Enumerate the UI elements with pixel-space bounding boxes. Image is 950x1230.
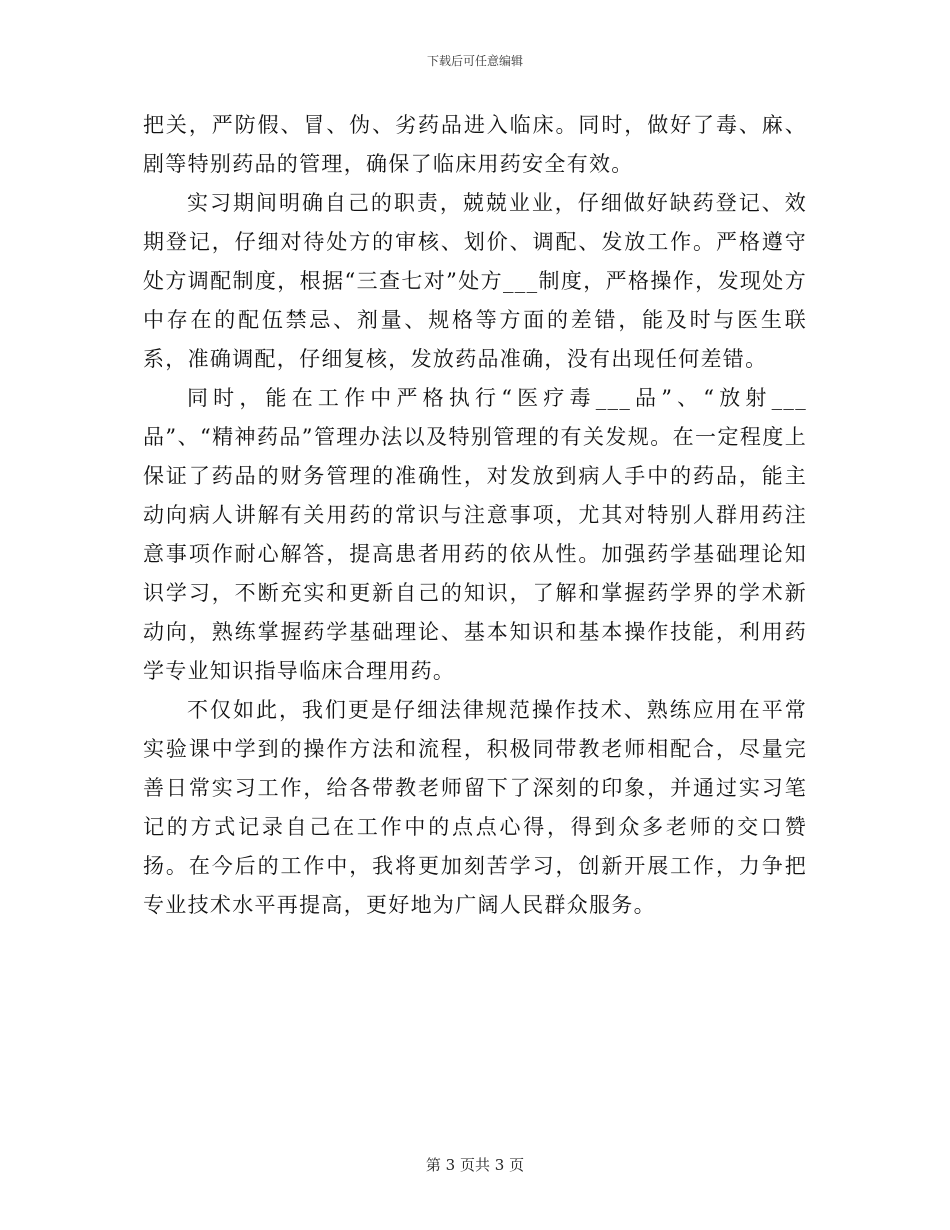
page-header: 下载后可任意编辑 [426,54,523,68]
paragraph-continued: 把关，严防假、冒、伪、劣药品进入临床。同时，做好了毒、麻、剧等特别药品的管理，确保了临床用药安全有效。 [143,113,807,176]
document-body [143,106,807,925]
paragraph-drug-management: 同时，能在工作中严格执行“医疗毒___品”、“放射___品”、“精神药品”管理办法以及特别管理的有关发规。在一定程度上保证了药品的财务管理的准确性，对发放到病人手中的药品，能主动向病人讲解有关用药的常识与注意事项，尤其对特别人群用药注意事项作耐心解答，提高患者用药的依从性。加强药学基础理论知识学习，不断充实和更新自己的知识，了解和掌握药学界的学术新动向，熟练掌握药学基础理论、基本知识和基本操作技能，利用药学专业知识指导临床合理用药。 [143,386,807,683]
page-number: 第 3 页共 3 页 [425,1156,525,1174]
paragraph-conclusion: 不仅如此，我们更是仔细法律规范操作技术、熟练应用在平常实验课中学到的操作方法和流程，积极同带教老师相配合，尽量完善日常实习工作，给各带教老师留下了深刻的印象，并通过实习笔记的方式记录自己在工作中的点点心得，得到众多老师的交口赞扬。在今后的工作中，我将更加刻苦学习，创新开展工作，力争把专业技术水平再提高，更好地为广阔人民群众服务。 [143,698,807,917]
paragraph-internship-duties: 实习期间明确自己的职责，兢兢业业，仔细做好缺药登记、效期登记，仔细对待处方的审核、划价、调配、发放工作。严格遵守处方调配制度，根据“三查七对”处方___制度，严格操作，发现处方中存在的配伍禁忌、剂量、规格等方面的差错，能及时与医生联系，准确调配，仔细复核，发放药品准确，没有出现任何差错。 [143,191,807,371]
